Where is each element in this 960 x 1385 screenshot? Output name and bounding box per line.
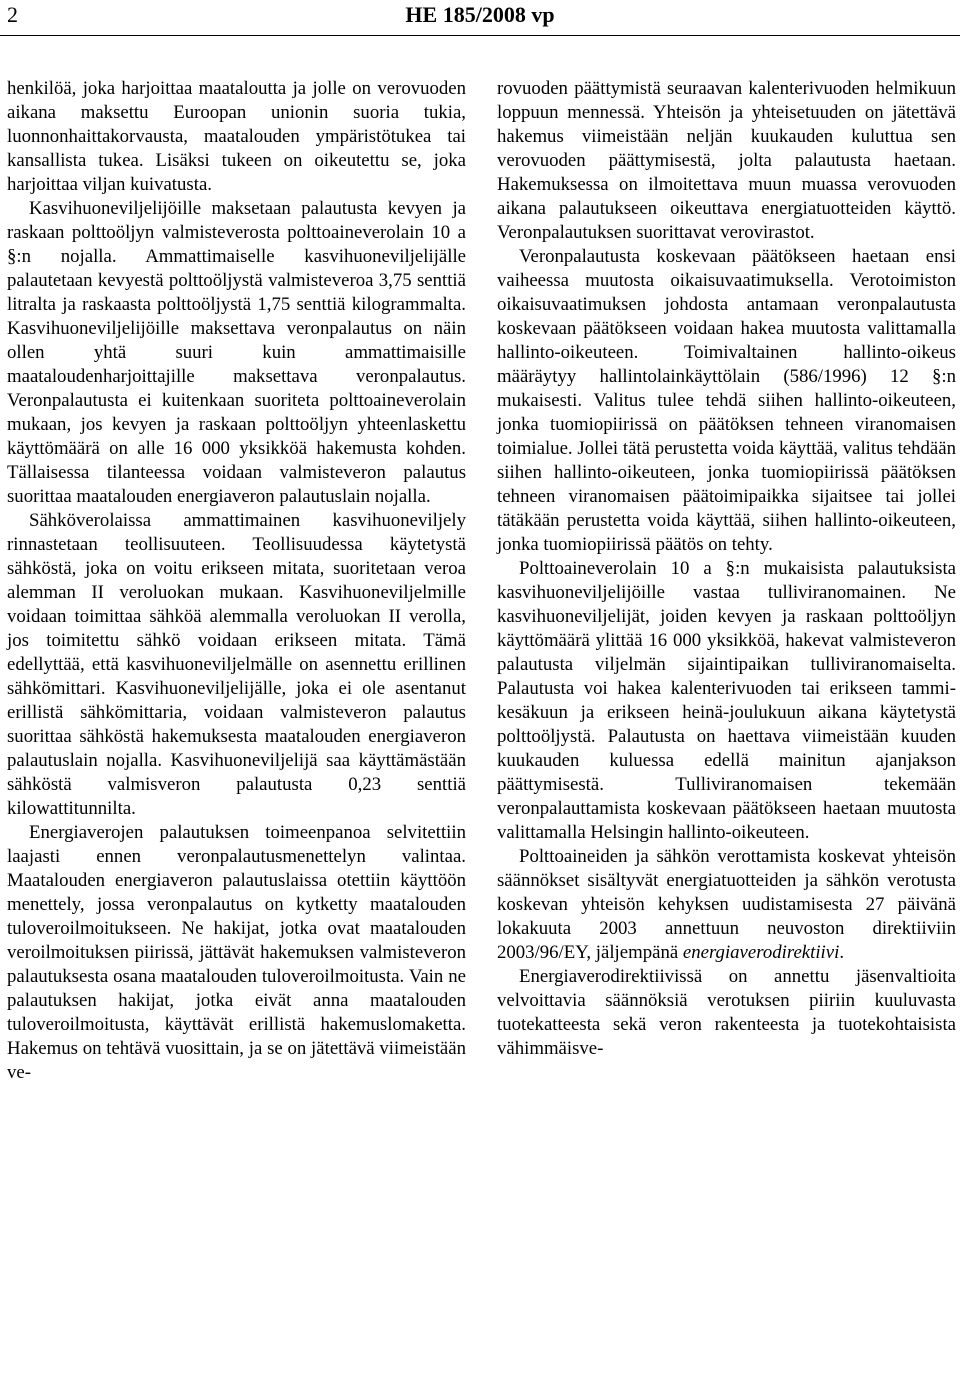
italic-term: energiaverodirektiivi: [682, 942, 840, 963]
paragraph: henkilöä, joka harjoittaa maataloutta ja jolle on verovuoden aikana maksettu Euroopan unionin suoria tukia, luonnonhaittakorvausta, maatalouden ympäristötukea tai kansallista tukea. Lisäksi tukeen on oikeutettu se, joka harjoittaa viljan kuivatusta.: [7, 78, 466, 195]
running-head: HE 185/2008 vp: [405, 2, 555, 27]
paragraph: Sähköverolaissa ammattimainen kasvihuoneviljely rinnastetaan teollisuuteen. Teollisuudessa käytetystä sähköstä, joka on voitu erikseen mitata, suoritetaan veroa alemman II veroluokan mukaan. Kasvihuoneviljelmille voidaan toimittaa sähköä alemmalla veroluokan II verolla, jos toimitettu sähkö voidaan erikseen mitata. Tämä edellyttää, että kasvihuoneviljelmälle on asennettu erillinen sähkömittari. Kasvihuoneviljelijälle, joka ei ole asentanut erillistä sähkömittaria, voidaan valmisteveron palautus suorittaa sähköstä hakemuksesta maatalouden energiaveron palautuslain nojalla. Kasvihuoneviljelijä saa käyttämästään sähköstä valmisveron palautusta 0,23 senttiä kilowattitunnilta.: [7, 510, 466, 819]
page-number: 2: [7, 2, 18, 27]
paragraph: Polttoaineverolain 10 a §:n mukaisista palautuksista kasvihuoneviljelijöille vastaa tulliviranomainen. Ne kasvihuoneviljelijät, joiden kevyen ja raskaan polttoöljyn käyttömäärä ylittää 16 000 yksikköä, hakevat valmisteveron palautusta viljelmän sijaintipaikan tulliviranomaiselta. Palautusta voi hakea kalenterivuoden tai erikseen tammi-kesäkuun ja erikseen heinä-joulukuun aikana käytetystä polttoöljystä. Palautusta on haettava viimeistään kuuden kuukauden kuluessa edellä mainitun ajanjakson päättymisestä. Tulliviranomaisen tekemään veronpalauttamista koskevaan päätökseen haetaan muutosta valittamalla Helsingin hallinto-oikeuteen.: [497, 558, 956, 843]
paragraph: Veronpalautusta koskevaan päätökseen haetaan ensi vaiheessa muutosta oikaisuvaatimuksella. Verotoimiston oikaisuvaatimuksen johdosta antamaan veronpalautusta koskevaan päätökseen voidaan hakea muutosta valittamalla hallinto-oikeuteen. Toimivaltainen hallinto-oikeus määräytyy hallintolainkäyttölain (586/1996) 12 §:n mukaisesti. Valitus tulee tehdä siihen hallinto-oikeuteen, jonka tuomiopiirissä on päätöksen tehneen viranomaisen toimialue. Jollei tätä perustetta voida käyttää, valitus tehdään siihen hallinto-oikeuteen, jonka tuomiopiirissä päätöksen tehneen viranomaisen päätoimipaikka sijaitsee tai jollei tätäkään perustetta voida käyttää, siihen hallinto-oikeuteen, jonka tuomiopiirissä päätös on tehty.: [497, 246, 956, 555]
paragraph-text: Polttoaineiden ja sähkön verottamista koskevat yhteisön säännökset sisältyvät energiatuotteiden ja sähkön verotusta koskevan yhteisön kehyksen uudistamisesta 27 päivänä lokakuuta 2003 annettuun neuvoston direktiiviin 2003/96/EY, jäljempänä: [497, 846, 956, 963]
paragraph: [497, 845, 956, 965]
paragraph: Kasvihuoneviljelijöille maksetaan palautusta kevyen ja raskaan polttoöljyn valmisteverosta polttoaineverolain 10 a §:n nojalla. Ammattimaiselle kasvihuoneviljelijälle palautetaan kevyestä polttoöljystä valmisteveroa 3,75 senttiä litralta ja raskaasta polttoöljystä 1,75 senttiä kilogrammalta. Kasvihuoneviljelijöille maksettava veronpalautus on näin ollen yhtä suuri kuin ammattimaisille maataloudenharjoittajille maksettava veronpalautus. Veronpalautusta ei kuitenkaan suoriteta polttoaineverolain mukaan, jos kevyen ja raskaan polttoöljyn yhteenlaskettu käyttömäärä on alle 16 000 yksikköä hakemusta kohden. Tällaisessa tilanteessa voidaan valmisteveron palautus suorittaa maatalouden energiaveron palautuslain nojalla.: [7, 198, 466, 507]
paragraph: Energiaverojen palautuksen toimeenpanoa selvitettiin laajasti ennen veronpalautusmenettelyn valintaa. Maatalouden energiaveron palautuslaissa otettiin käyttöön menettely, jossa veronpalautus on kytketty maatalouden tuloveroilmoitukseen. Ne hakijat, jotka ovat maatalouden veroilmoituksen piirissä, jättävät hakemuksen valmisteveron palautuksesta osana maatalouden tuloveroilmoitusta. Vain ne palautuksen hakijat, jotka eivät anna maatalouden tuloveroilmoitusta, käyttävät erillistä hakemuslomaketta. Hakemus on tehtävä vuosittain, ja se on jätettävä viimeistään ve-: [7, 822, 466, 1083]
left-column: [7, 77, 466, 1085]
header-rule: [0, 35, 960, 36]
paragraph: rovuoden päättymistä seuraavan kalenterivuoden helmikuun loppuun mennessä. Yhteisön ja yhteisetuuden on jätettävä hakemus viimeistään neljän kuukauden kuluttua sen verovuoden päättymisestä, jolta palautusta haetaan. Hakemuksessa on ilmoitettava muun muassa verovuoden aikana palautukseen oikeuttava energiatuotteiden käyttö. Veronpalautuksen suorittavat verovirastot.: [497, 78, 956, 243]
right-column: [497, 77, 956, 1061]
paragraph: Energiaverodirektiivissä on annettu jäsenvaltioita velvoittavia säännöksiä verotuksen piiriin kuuluvasta tuotekatteesta sekä veron rakenteesta ja tuotekohtaisista vähimmäisve-: [497, 966, 956, 1059]
paragraph-tail: .: [839, 942, 845, 963]
